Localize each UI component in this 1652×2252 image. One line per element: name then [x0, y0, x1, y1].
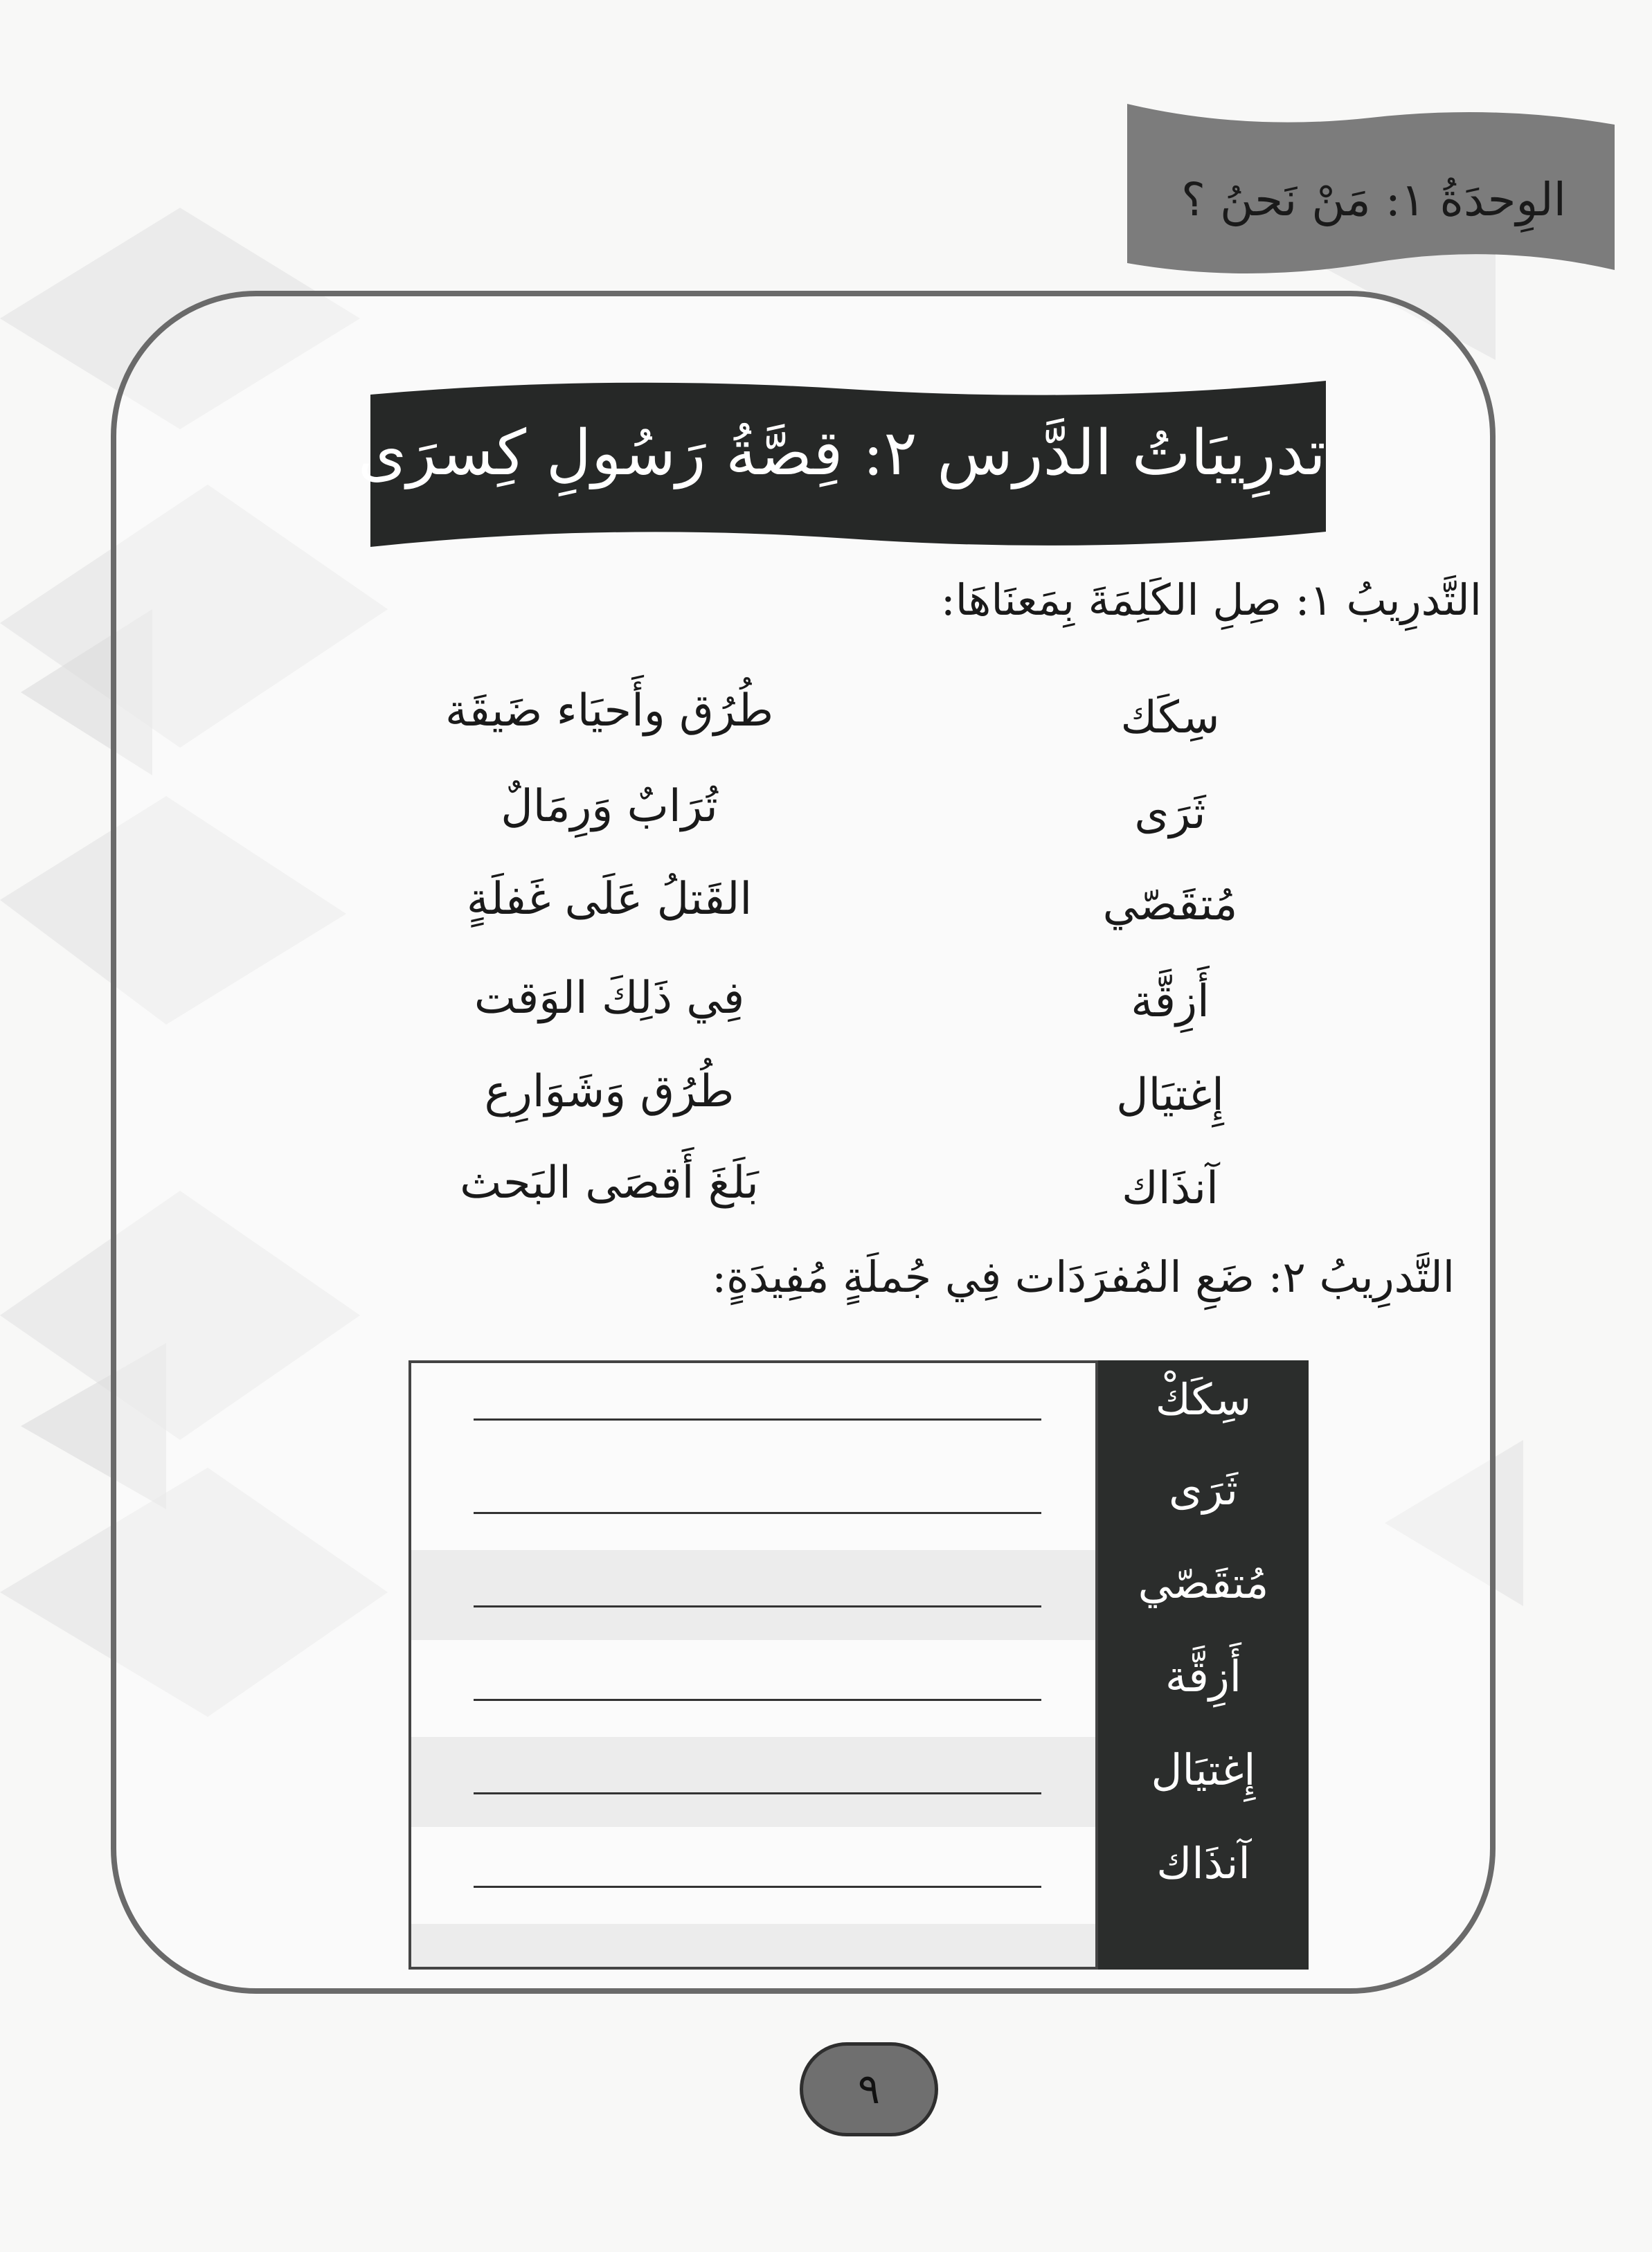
match-meaning: تُرَابٌ وَرِمَالٌ: [501, 781, 718, 832]
writing-lines-area: [408, 1360, 1098, 1970]
exercise2-heading: التَّدرِيبُ ٢: ضَعِ المُفرَدَات فِي جُملَةٍ مُفِيدَةٍ:: [712, 1252, 1455, 1302]
match-meaning: فِي ذَلِكَ الوَقت: [474, 973, 745, 1024]
vocabulary-word: ثَرَى: [1169, 1464, 1238, 1515]
match-word: آنذَاك: [1122, 1163, 1219, 1214]
match-meaning: طُرُق وَشَوَارِع: [484, 1066, 735, 1117]
exercise1-heading: التَّدرِيبُ ١: صِلِ الكَلِمَةَ بِمَعنَاهَا:: [940, 575, 1482, 625]
match-word: أَزِقَّة: [1131, 976, 1210, 1027]
vocabulary-word: آنذَاك: [1156, 1838, 1250, 1889]
vocabulary-word: سِكَكْ: [1155, 1374, 1252, 1425]
unit-tab: [1127, 104, 1615, 284]
row-stripe: [411, 1550, 1095, 1640]
lesson-title: تدرِيبَاتُ الدَّرس ٢: قِصَّةُ رَسُولِ كِسرَى: [357, 417, 1326, 489]
match-word: مُتقَصّي: [1102, 879, 1238, 930]
match-meaning: طُرُق وأَحيَاء ضَيقَة: [445, 685, 774, 737]
match-word: إِغتيَال: [1116, 1070, 1224, 1121]
row-stripe: [411, 1737, 1095, 1827]
vocabulary-word: إِغتيَال: [1151, 1745, 1256, 1795]
page-number: ٩: [800, 2042, 938, 2136]
match-meaning: بَلَغَ أَقصَى البَحث: [460, 1157, 759, 1209]
vocabulary-word: أَزِقَّة: [1165, 1651, 1242, 1702]
writing-line[interactable]: [474, 1512, 1041, 1514]
match-word: ثَرَى: [1134, 788, 1206, 839]
writing-line[interactable]: [474, 1605, 1041, 1607]
unit-title: الوِحدَةُ ١: مَنْ نَحنُ ؟: [1180, 173, 1566, 226]
writing-line[interactable]: [474, 1792, 1041, 1794]
writing-line[interactable]: [474, 1886, 1041, 1888]
writing-line[interactable]: [474, 1418, 1041, 1421]
row-stripe: [411, 1924, 1095, 1970]
match-word: سِكَك: [1120, 692, 1220, 744]
writing-line[interactable]: [474, 1699, 1041, 1701]
vocabulary-column: [1098, 1360, 1309, 1970]
vocabulary-word: مُتقَصّي: [1138, 1558, 1269, 1608]
lesson-banner: [357, 374, 1326, 555]
sentence-writing-table: [408, 1360, 1309, 1970]
match-meaning: القَتلُ عَلَى غَفلَةٍ: [466, 874, 753, 925]
